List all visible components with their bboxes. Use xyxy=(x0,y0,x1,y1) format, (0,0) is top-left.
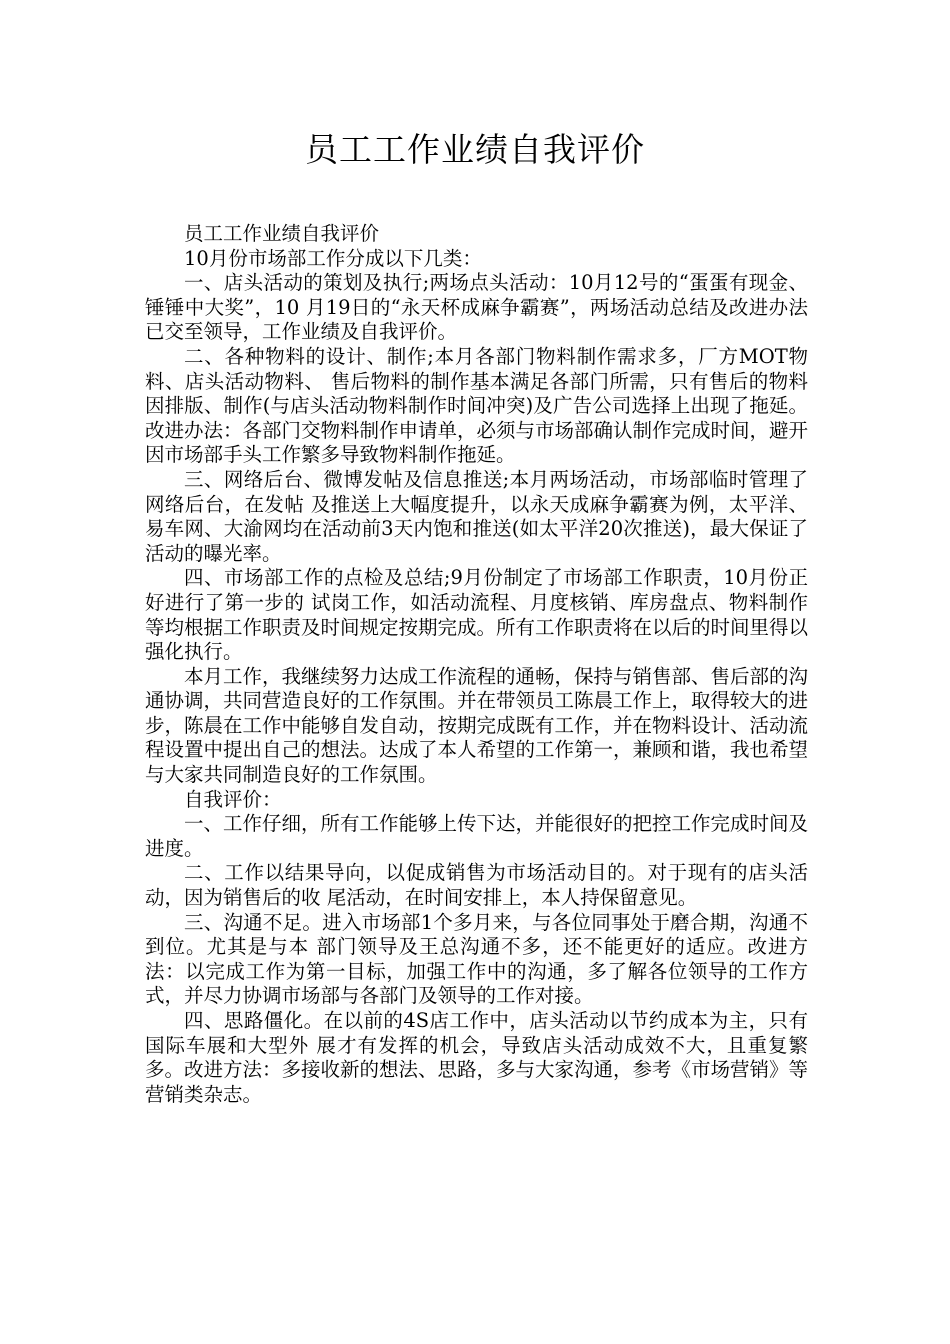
paragraph-self-eval-heading: 自我评价： xyxy=(184,787,282,811)
paragraph-item-4: 四、市场部工作的点检及总结;9月份制定了市场部工作职责，10月份正好进行了第一步的 试岗工作，如活动流程、月度核销、库房盘点、物料制作等均根据工作职责及时间规定按期完成。所有工作职责将在以后的时间里得以强化执行。 xyxy=(145,566,809,664)
paragraph-eval-2: 二、工作以结果导向，以促成销售为市场活动目的。对于现有的店头活动，因为销售后的收 尾活动，在时间安排上，本人持保留意见。 xyxy=(145,861,808,910)
paragraph-item-3: 三、网络后台、微博发帖及信息推送;本月两场活动，市场部临时管理了网络后台，在发帖 及推送上大幅度提升，以永天成麻争霸赛为例，太平洋、易车网、大渝网均在活动前3天内饱和推送(如太平洋20次推送)，最大保证了活动的曝光率。 xyxy=(145,467,808,565)
document-body xyxy=(145,222,808,1107)
document-title: 员工工作业绩自我评价 xyxy=(305,130,645,169)
paragraph-monthly-work: 本月工作，我继续努力达成工作流程的通畅，保持与销售部、售后部的沟通协调，共同营造良好的工作氛围。并在带领员工陈晨工作上，取得较大的进步，陈晨在工作中能够自发自动，按期完成既有工作，并在物料设计、活动流程设置中提出自己的想法。达成了本人希望的工作第一，兼顾和谐，我也希望与大家共同制造良好的工作氛围。 xyxy=(145,664,809,787)
paragraph-eval-3: 三、沟通不足。进入市场部1个多月来，与各位同事处于磨合期，沟通不到位。尤其是与本 部门领导及王总沟通不多，还不能更好的适应。改进方法：以完成工作为第一目标，加强工作中的沟通，多了解各位领导的工作方式，并尽力协调市场部与各部门及领导的工作对接。 xyxy=(145,910,808,1008)
paragraph-item-2: 二、各种物料的设计、制作;本月各部门物料制作需求多，厂方MOT物料、店头活动物料、 售后物料的制作基本满足各部门所需，只有售后的物料因排版、制作(与店头活动物料制作时间冲突)及广告公司选择上出现了拖延。改进办法：各部门交物料制作申请单，必须与市场部确认制作完成时间，避开因市场部手头工作繁多导致物料制作拖延。 xyxy=(145,344,809,467)
paragraph-eval-1: 一、工作仔细，所有工作能够上传下达，并能很好的把控工作完成时间及进度。 xyxy=(145,812,809,860)
paragraph-heading: 员工工作业绩自我评价 xyxy=(184,222,380,245)
paragraph-item-1: 一、店头活动的策划及执行;两场点头活动：10月12号的“蛋蛋有现金、锤锤中大奖”，10 月19日的“永天杯成麻争霸赛”，两场活动总结及改进办法已交至领导，工作业绩及自我评价。 xyxy=(145,271,808,344)
paragraph-intro: 10月份市场部工作分成以下几类： xyxy=(184,246,482,270)
paragraph-eval-4: 四、思路僵化。在以前的4S店工作中，店头活动以节约成本为主，只有国际车展和大型外 展才有发挥的机会，导致店头活动成效不大，且重复繁多。改进方法：多接收新的想法、思路，多与大家沟通，参考《市场营销》等营销类杂志。 xyxy=(145,1009,809,1106)
